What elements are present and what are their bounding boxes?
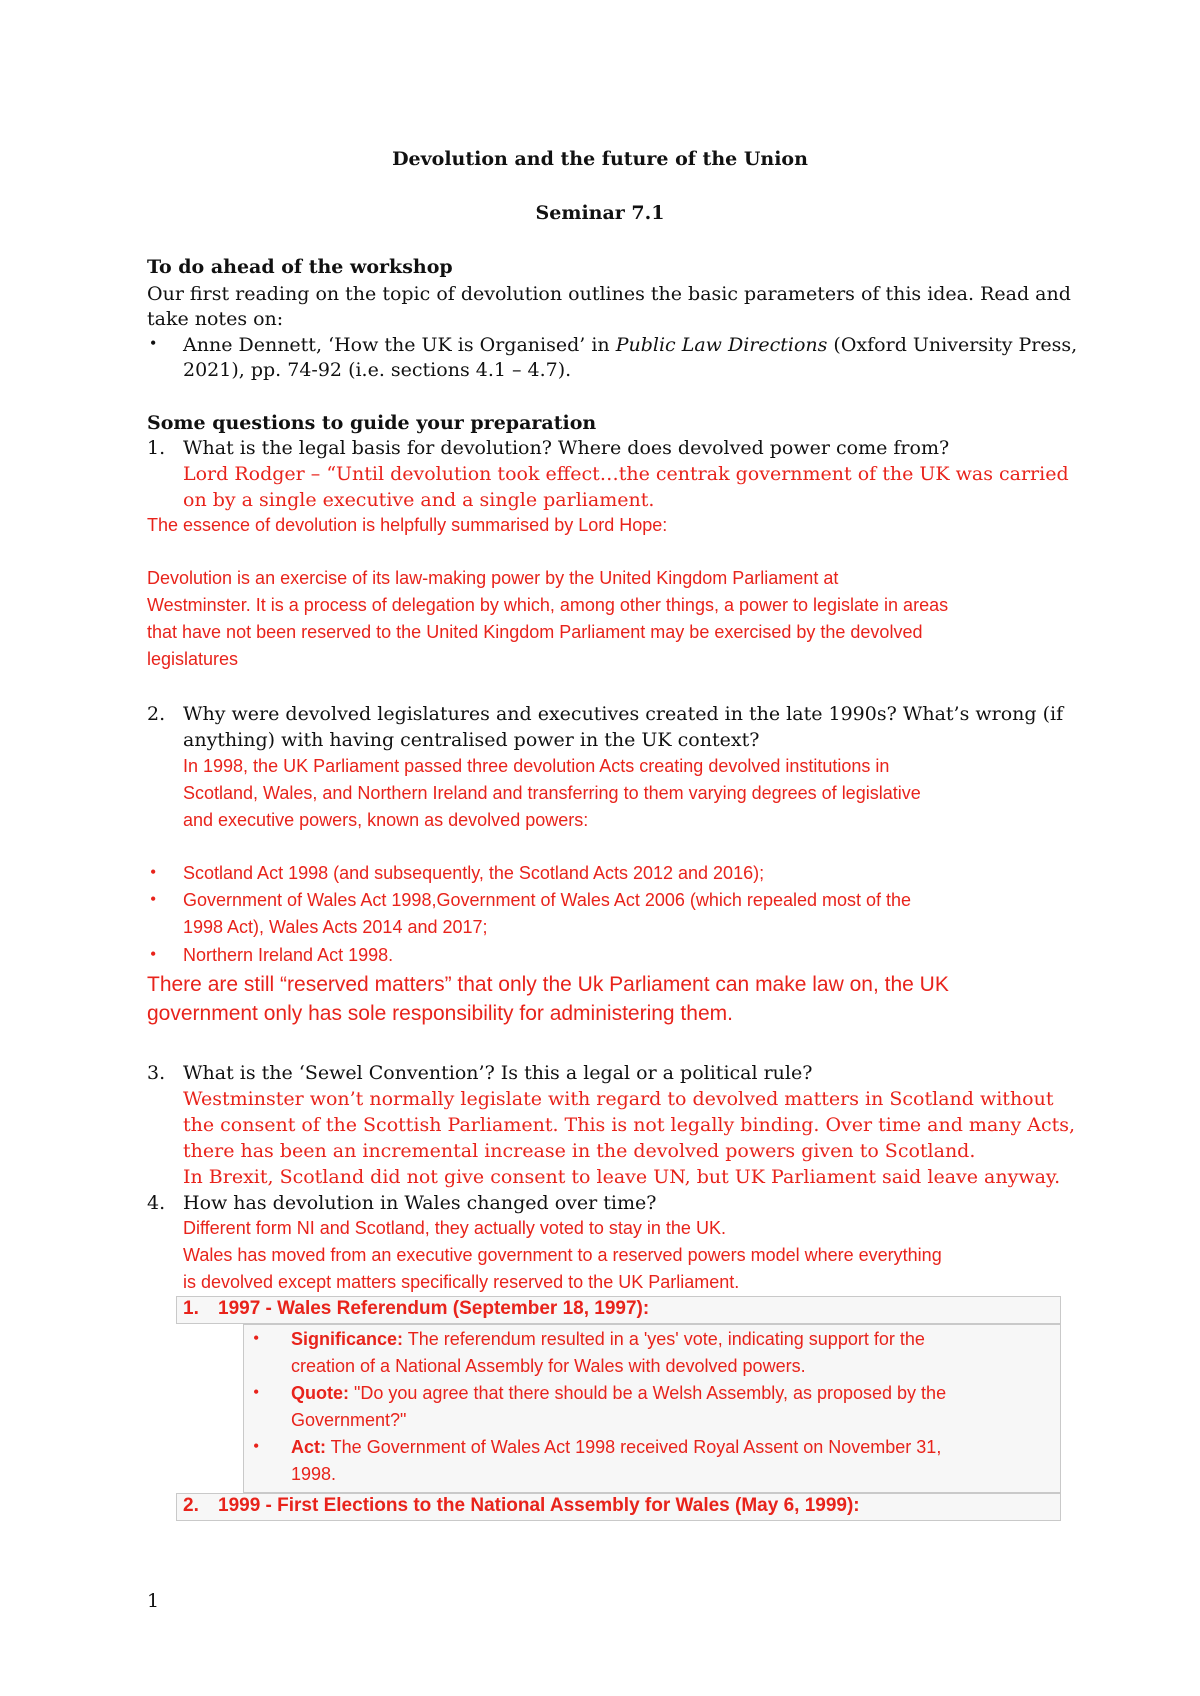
bullet-icon: • [150,944,157,964]
questions-heading: Some questions to guide your preparation [147,412,597,434]
quote-text: Westminster. It is a process of delegation by which, among other things, a power to legislate in areas [147,595,949,615]
detail-significance-cont: creation of a National Assembly for Wales with devolved powers. [291,1356,806,1376]
answer-text: the consent of the Scottish Parliament. This is not legally binding. Over time and many Acts, [183,1114,1076,1136]
list-item: Northern Ireland Act 1998. [183,945,394,965]
answer-text: Scotland, Wales, and Northern Ireland and transferring to them varying degrees of legislative [183,783,921,803]
detail-quote-cont: Government?" [291,1410,407,1430]
quote-text: Devolution is an exercise of its law-making power by the United Kingdom Parliament at [147,568,839,588]
question-number: 1. [147,437,166,459]
answer-text: there has been an incremental increase in the devolved powers given to Scotland. [183,1140,976,1162]
detail-act-cont: 1998. [291,1464,337,1484]
timeline-title: 1997 - Wales Referendum (September 18, 1997): [218,1298,650,1319]
bullet-icon: • [150,333,157,353]
list-item-cont: 1998 Act), Wales Acts 2014 and 2017; [183,917,488,937]
answer-text: Different form NI and Scotland, they actually voted to stay in the UK. [183,1218,726,1238]
answer-text: In 1998, the UK Parliament passed three devolution Acts creating devolved institutions in [183,756,890,776]
document-subtitle: Seminar 7.1 [535,202,665,224]
todo-heading: To do ahead of the workshop [147,256,453,278]
bullet-icon: • [253,1382,260,1402]
question-1: What is the legal basis for devolution? Where does devolved power come from? [183,437,950,459]
detail-quote: Quote: "Do you agree that there should be a Welsh Assembly, as proposed by the [291,1383,947,1403]
bullet-icon: • [253,1328,260,1348]
emphasis-text: There are still “reserved matters” that only the Uk Parliament can make law on, the UK [147,973,949,996]
question-number: 3. [147,1062,166,1084]
list-item: Government of Wales Act 1998,Government of Wales Act 2006 (which repealed most of the [183,890,912,910]
document-title: Devolution and the future of the Union [392,148,808,170]
timeline-title: 1999 - First Elections to the National Assembly for Wales (May 6, 1999): [218,1495,860,1516]
answer-text: Wales has moved from an executive government to a reserved powers model where everything [183,1245,942,1265]
detail-act: Act: The Government of Wales Act 1998 received Royal Assent on November 31, [291,1437,942,1457]
intro-line: Our first reading on the topic of devolution outlines the basic parameters of this idea. Read and [147,283,1071,305]
detail-significance: Significance: The referendum resulted in a 'yes' vote, indicating support for the [291,1329,925,1349]
list-item: Scotland Act 1998 (and subsequently, the Scotland Acts 2012 and 2016); [183,863,765,883]
answer-text: The essence of devolution is helpfully summarised by Lord Hope: [147,515,668,535]
bullet-icon: • [150,862,157,882]
answer-text: Lord Rodger – “Until devolution took effect…the centrak government of the UK was carried [183,463,1069,485]
question-4: How has devolution in Wales changed over time? [183,1192,657,1214]
bullet-icon: • [150,889,157,909]
reading-reference-cont: 2021), pp. 74-92 (i.e. sections 4.1 – 4.7). [183,359,572,381]
quote-text: that have not been reserved to the United Kingdom Parliament may be exercised by the devolved [147,622,923,642]
question-3: What is the ‘Sewel Convention’? Is this a legal or a political rule? [183,1062,813,1084]
answer-text: on by a single executive and a single parliament. [183,489,655,511]
page-number: 1 [147,1590,160,1612]
question-number: 2. [147,703,166,725]
question-2: Why were devolved legislatures and executives created in the late 1990s? What’s wrong (if [183,703,1064,725]
bullet-icon: • [253,1436,260,1456]
answer-text: In Brexit, Scotland did not give consent to leave UN, but UK Parliament said leave anyway. [183,1166,1061,1188]
timeline-number: 2. [183,1495,199,1516]
quote-text: legislatures [147,649,239,669]
answer-text: and executive powers, known as devolved powers: [183,810,589,830]
answer-text: Westminster won’t normally legislate with regard to devolved matters in Scotland without [183,1088,1054,1110]
question-number: 4. [147,1192,166,1214]
emphasis-text: government only has sole responsibility for administering them. [147,1002,733,1025]
timeline-number: 1. [183,1298,199,1319]
reading-reference: Anne Dennett, ‘How the UK is Organised’ in Public Law Directions (Oxford University Press, [183,334,1078,356]
question-2-cont: anything) with having centralised power in the UK context? [183,729,760,751]
answer-text: is devolved except matters specifically reserved to the UK Parliament. [183,1272,740,1292]
intro-line: take notes on: [147,308,284,330]
